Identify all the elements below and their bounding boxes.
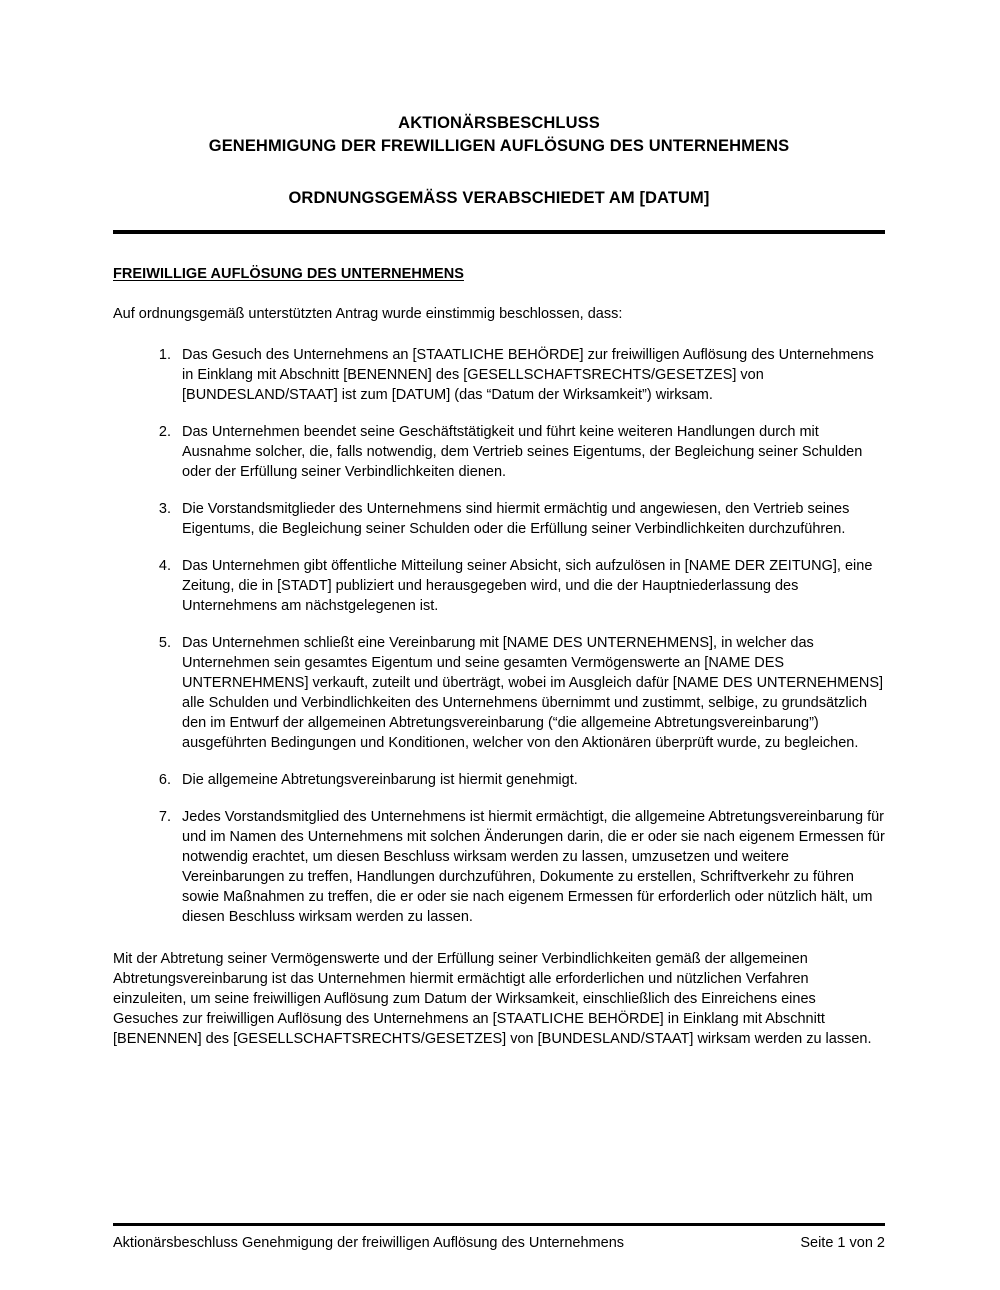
section-heading: FREIWILLIGE AUFLÖSUNG DES UNTERNEHMENS	[113, 266, 464, 283]
header-divider	[113, 230, 885, 234]
page-subtitle: ORDNUNGSGEMÄSS VERABSCHIEDET AM [DATUM]	[288, 188, 710, 207]
footer-row	[113, 1235, 885, 1252]
intro-paragraph: Auf ordnungsgemäß unterstützten Antrag wurde einstimmig beschlossen, dass:	[113, 306, 623, 323]
footer-divider	[113, 1223, 885, 1226]
footer-page-number: Seite 1 von 2	[800, 1234, 885, 1251]
list-item: 3. Die Vorstandsmitglieder des Unternehmens sind hiermit ermächtig und angewiesen, den Vertrieb seines Eigentums, die Begleichung seiner Schulden oder die Erfüllung seiner Verbindlichkeiten durchzuführen.	[175, 499, 885, 539]
document-title-block	[113, 0, 885, 210]
list-item: 7. Jedes Vorstandsmitglied des Unternehmens ist hiermit ermächtigt, die allgemeine Abtretungsvereinbarung für und im Namen des Unternehmens mit solchen Änderungen darin, die er oder sie nach eigenem Ermessen für notwendig erachtet, um diesen Beschluss wirksam werden zu lassen, umzusetzen und weitere Vereinbarungen zu treffen, Handlungen durchzuführen, Dokumente zu erstellen, Schriftverkehr zu führen sowie Maßnahmen zu treffen, die er oder sie nach eigenem Ermessen für erforderlich oder nützlich hält, um diesen Beschluss wirksam werden zu lassen.	[175, 807, 885, 927]
clause-list	[113, 345, 885, 927]
list-item: 1. Das Gesuch des Unternehmens an [STAATLICHE BEHÖRDE] zur freiwilligen Auflösung des Unternehmens in Einklang mit Abschnitt [BENENNEN] des [GESELLSCHAFTSRECHTS/GESETZES] von [BUNDESLAND/STAAT] ist zum [DATUM] (das “Datum der Wirksamkeit”) wirksam.	[175, 345, 885, 405]
closing-paragraph: Mit der Abtretung seiner Vermögenswerte und der Erfüllung seiner Verbindlichkeiten gemäß der allgemeinen Abtretungsvereinbarung ist das Unternehmen hiermit ermächtigt alle erforderlichen und nützlichen Verfahren einzuleiten, um seine freiwilligen Auflösung zum Datum der Wirksamkeit, einschließlich des Einreichens eines Gesuches zur freiwilligen Auflösung des Unternehmens an [STAATLICHE BEHÖRDE] in Einklang mit Abschnitt [BENENNEN] des [GESELLSCHAFTSRECHTS/GESETZES] von [BUNDESLAND/STAAT] wirksam werden zu lassen.	[113, 950, 872, 1047]
page-title-line-1: AKTIONÄRSBESCHLUSS	[398, 114, 600, 132]
page-title-line-2: GENEHMIGUNG DER FREWILLIGEN AUFLÖSUNG DES UNTERNEHMENS	[208, 137, 790, 156]
list-item: 4. Das Unternehmen gibt öffentliche Mitteilung seiner Absicht, sich aufzulösen in [NAME DER ZEITUNG], eine Zeitung, die in [STADT] publiziert und herausgegeben wird, und die der Hauptniederlassung des Unternehmens am nächstgelegenen ist.	[175, 556, 885, 616]
footer-document-name: Aktionärsbeschluss Genehmigung der freiwilligen Auflösung des Unternehmens	[113, 1234, 625, 1251]
list-item: 2. Das Unternehmen beendet seine Geschäftstätigkeit und führt keine weiteren Handlungen durch mit Ausnahme solcher, die, falls notwendig, dem Vertrieb seines Eigentums, der Begleichung seiner Schulden oder der Erfüllung seiner Verbindlichkeiten dienen.	[175, 422, 885, 482]
document-content	[113, 0, 885, 1063]
page-footer	[113, 1223, 885, 1252]
list-item: 6. Die allgemeine Abtretungsvereinbarung ist hiermit genehmigt.	[175, 770, 885, 790]
list-item: 5. Das Unternehmen schließt eine Vereinbarung mit [NAME DES UNTERNEHMENS], in welcher das Unternehmen sein gesamtes Eigentum und seine gesamten Vermögenswerte an [NAME DES UNTERNEHMENS] verkauft, zuteilt und überträgt, wobei im Ausgleich dafür [NAME DES UNTERNEHMENS] alle Schulden und Verbindlichkeiten des Unternehmens übernimmt und zustimmt, selbige, zu grundsätzlich den im Entwurf der allgemeinen Abtretungsvereinbarung (“die allgemeine Abtretungsvereinbarung”) ausgeführten Bedingungen und Konditionen, welcher von den Aktionären überprüft wurde, zu begleichen.	[175, 633, 885, 753]
